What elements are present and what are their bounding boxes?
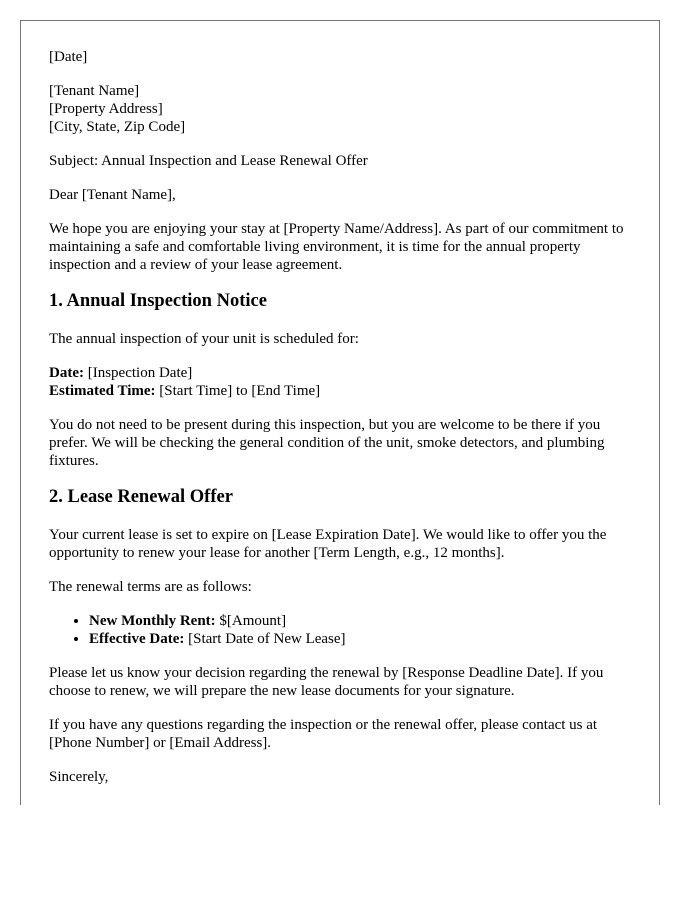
renewal-deadline-paragraph: Please let us know your decision regarding the renewal by [Response Deadline Date]. If you choose to renew, we will prepare the new lease documents for your signature. bbox=[49, 665, 604, 699]
letter-date: [Date] bbox=[49, 49, 88, 65]
recipient-name: [Tenant Name] bbox=[49, 83, 140, 99]
effective-date-value: [Start Date of New Lease] bbox=[184, 631, 346, 647]
letter-greeting: Dear [Tenant Name], bbox=[49, 187, 176, 203]
letter-closing: Sincerely, bbox=[49, 769, 109, 785]
inspection-time-label: Estimated Time: bbox=[49, 383, 156, 399]
inspection-lead: The annual inspection of your unit is scheduled for: bbox=[49, 331, 359, 347]
inspection-date-label: Date: bbox=[49, 365, 84, 381]
inspection-schedule bbox=[49, 364, 631, 400]
section-heading-inspection: 1. Annual Inspection Notice bbox=[49, 291, 267, 311]
section-heading-renewal: 2. Lease Renewal Offer bbox=[49, 487, 233, 507]
renewal-terms-list bbox=[49, 612, 631, 648]
rent-value: $[Amount] bbox=[215, 613, 287, 629]
recipient-address-block bbox=[49, 82, 631, 136]
contact-paragraph: If you have any questions regarding the inspection or the renewal offer, please contact us at [Phone Number] or [Email Address]. bbox=[49, 717, 598, 751]
effective-date-label: Effective Date: bbox=[89, 631, 185, 647]
renewal-paragraph: Your current lease is set to expire on [Lease Expiration Date]. We would like to offer you the opportunity to renew your lease for another [Term Length, e.g., 12 months]. bbox=[49, 527, 607, 561]
intro-paragraph: We hope you are enjoying your stay at [Property Name/Address]. As part of our commitment to maintaining a safe and comfortable living environment, it is time for the annual property inspection and a review of your lease agreement. bbox=[49, 221, 624, 273]
renewal-term-rent bbox=[89, 612, 631, 630]
inspection-details: You do not need to be present during this inspection, but you are welcome to be there if you prefer. We will be checking the general condition of the unit, smoke detectors, and plumbing fixtures. bbox=[49, 417, 605, 469]
renewal-terms-lead: The renewal terms are as follows: bbox=[49, 579, 252, 595]
letter-page bbox=[20, 20, 660, 805]
renewal-term-effective-date bbox=[89, 630, 631, 648]
letter-subject: Subject: Annual Inspection and Lease Renewal Offer bbox=[49, 153, 368, 169]
recipient-city: [City, State, Zip Code] bbox=[49, 119, 186, 135]
rent-label: New Monthly Rent: bbox=[89, 613, 216, 629]
inspection-date-value: [Inspection Date] bbox=[83, 365, 193, 381]
letter-body bbox=[21, 21, 659, 786]
inspection-time-value: [Start Time] to [End Time] bbox=[155, 383, 321, 399]
recipient-address: [Property Address] bbox=[49, 101, 163, 117]
